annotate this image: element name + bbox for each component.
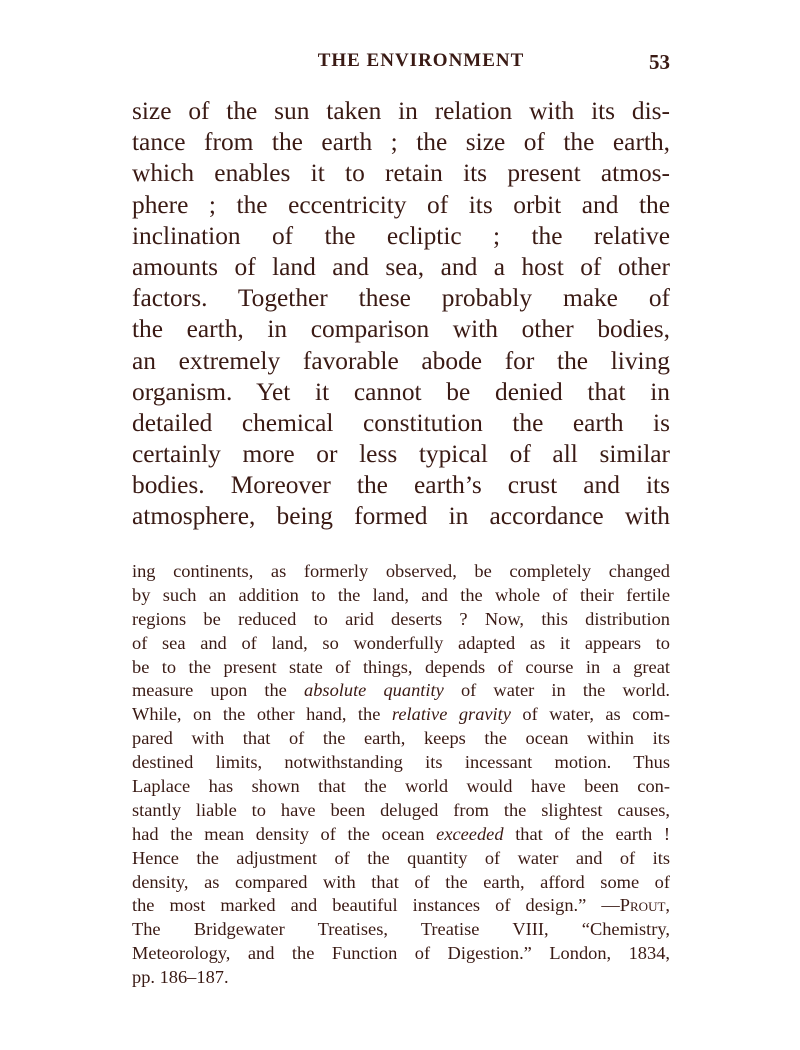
body-line: organism. Yet it cannot be denied that in <box>132 377 670 406</box>
main-paragraph <box>132 96 670 533</box>
quote-line: density, as compared with that of the earth, afford some of <box>132 871 670 892</box>
body-line: size of the sun taken in relation with its dis- <box>132 97 670 125</box>
quote-text: of water in the world. <box>460 680 670 701</box>
quote-line <box>132 703 670 727</box>
quote-text: measure upon the <box>132 680 287 701</box>
chapter-title: THE ENVIRONMENT <box>317 50 525 71</box>
italic-phrase: exceeded <box>436 823 504 844</box>
quote-line: by such an addition to the land, and the whole of their fertile <box>132 584 670 605</box>
quote-text: that of the earth ! <box>515 823 670 844</box>
footnote-quote <box>132 560 670 990</box>
author-name: Prout, <box>619 895 670 916</box>
quote-line <box>132 823 670 847</box>
body-line: factors. Together these probably make of <box>132 284 670 313</box>
quote-line: pared with that of the earth, keeps the ocean within its <box>132 728 670 749</box>
body-line: the earth, in comparison with other bodies, <box>132 315 670 344</box>
quote-line: of sea and of land, so wonderfully adapted as it appears to <box>132 632 670 653</box>
running-head <box>132 50 670 80</box>
body-line: phere ; the eccentricity of its orbit and the <box>132 190 670 219</box>
body-line: certainly more or less typical of all similar <box>132 440 670 469</box>
body-line: atmosphere, being formed in accordance with <box>132 502 670 531</box>
quote-text: of water, as com- <box>522 704 670 725</box>
quote-line: pp. 186–187. <box>132 967 229 988</box>
quote-text: While, on the other hand, the <box>132 704 381 725</box>
quote-line: ing continents, as formerly observed, be completely changed <box>132 561 670 581</box>
quote-text: had the mean density of the ocean <box>132 823 425 844</box>
quote-line: stantly liable to have been deluged from the slightest causes, <box>132 799 670 820</box>
quote-line: Laplace has shown that the world would have been con- <box>132 776 670 797</box>
body-line: amounts of land and sea, and a host of other <box>132 252 670 281</box>
quote-line: regions be reduced to arid deserts ? Now, this distribution <box>132 608 670 629</box>
quote-line: Hence the adjustment of the quantity of water and of its <box>132 847 670 868</box>
quote-line: be to the present state of things, depends of course in a great <box>132 656 670 677</box>
italic-phrase: absolute quantity <box>304 680 444 701</box>
body-line: an extremely favorable abode for the living <box>132 346 670 375</box>
body-line: detailed chemical constitution the earth is <box>132 408 670 437</box>
body-line: inclination of the ecliptic ; the relative <box>132 221 670 250</box>
quote-line <box>132 894 670 918</box>
italic-phrase: relative gravity <box>391 704 511 725</box>
quote-line: destined limits, notwithstanding its incessant motion. Thus <box>132 752 670 773</box>
quote-line <box>132 679 670 703</box>
page-number: 53 <box>649 50 670 74</box>
body-line: which enables it to retain its present atmos- <box>132 159 670 188</box>
body-line: bodies. Moreover the earth’s crust and its <box>132 471 670 500</box>
quote-text: the most marked and beautiful instances of design.” — <box>132 895 620 916</box>
quote-line: Meteorology, and the Function of Digestion.” London, 1834, <box>132 943 670 964</box>
body-line: tance from the earth ; the size of the earth, <box>132 128 670 157</box>
quote-line: The Bridgewater Treatises, Treatise VIII, “Chemistry, <box>132 919 670 940</box>
